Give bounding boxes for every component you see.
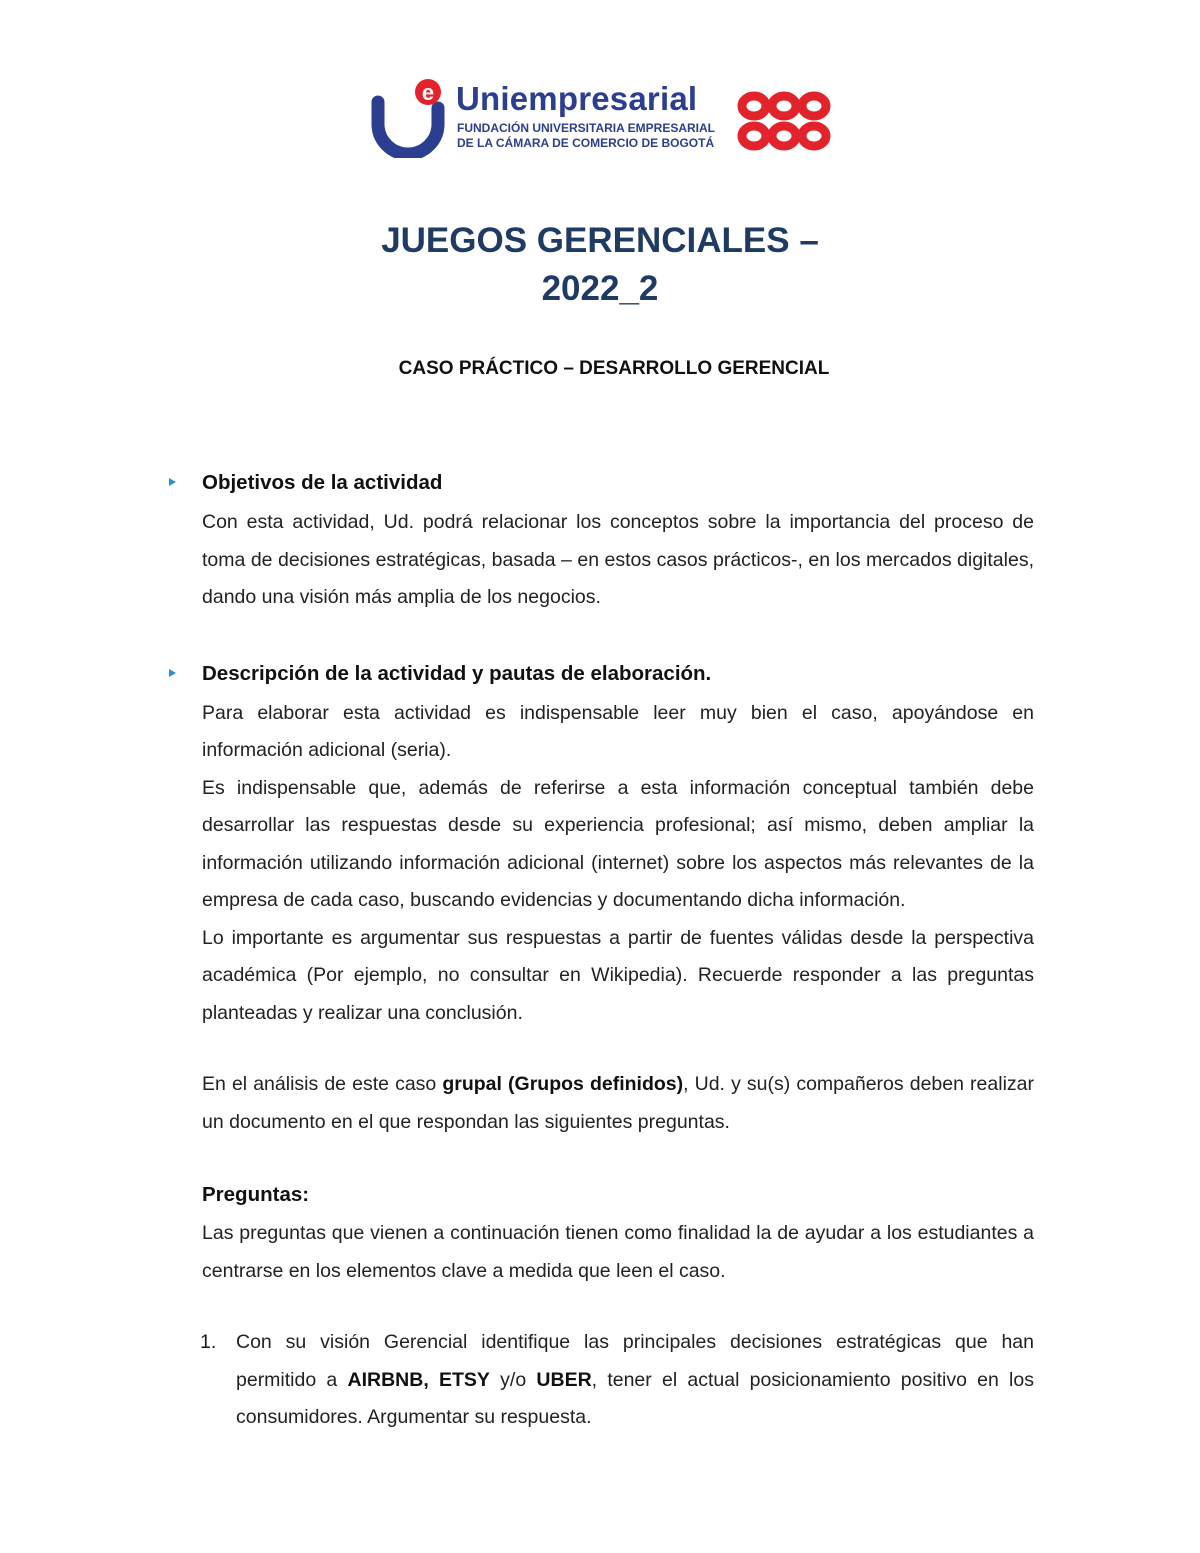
section-heading-text: Objetivos de la actividad [202, 471, 443, 494]
objectives-paragraph: Con esta actividad, Ud. podrá relacionar los conceptos sobre la importancia del proceso de toma de decisiones estratégicas, basada – en estos casos prácticos-, en los mercados digitales, dando una visión más amplia de los negocios. [202, 511, 1034, 608]
uniempresarial-logo-icon [370, 78, 450, 158]
section-heading-objectives [202, 462, 1034, 504]
document-body [202, 462, 1034, 1437]
header-logos [370, 78, 840, 158]
questions-intro: Las preguntas que vienen a continuación tienen como finalidad la de ayudar a los estudiantes a centrarse en los elementos clave a medida que leen el caso. [202, 1222, 1034, 1282]
question-number: 1. [200, 1331, 217, 1353]
logo-name: Uniempresarial [456, 80, 698, 117]
ccb-logo-icon [736, 90, 832, 152]
bullet-arrow-icon [169, 478, 176, 486]
section-heading-text: Descripción de la actividad y pautas de elaboración. [202, 661, 712, 685]
question-text: Con su visión Gerencial identifique las principales decisiones estratégicas que han permitido a AIRBNB, ETSY y/o UBER, tener el actual posicionamiento positivo en los consumidores. Argumentar su respuesta. [236, 1331, 1034, 1428]
question-item-1 [202, 1324, 1034, 1437]
group-paragraph: En el análisis de este caso grupal (Grupos definidos), Ud. y su(s) compañeros deben realizar un documento en el que respondan las siguientes preguntas. [202, 1073, 1034, 1133]
section-heading-description [202, 653, 1034, 695]
description-paragraph-1: Para elaborar esta actividad es indispensable leer muy bien el caso, apoyándose en información adicional (seria). [202, 701, 1034, 761]
logo-subtitle-line-2: DE LA CÁMARA DE COMERCIO DE BOGOTÁ [457, 136, 715, 150]
description-paragraph-2: Es indispensable que, además de referirse a esta información conceptual también debe desarrollar las respuestas desde su experiencia profesional; así mismo, deben ampliar la información utilizando información adicional (internet) sobre los aspectos más relevantes de la empresa de cada caso, buscando evidencias y documentando dicha información. [202, 776, 1034, 911]
bullet-arrow-icon [169, 669, 176, 677]
title-line-2: 2022_2 [541, 269, 659, 308]
page-title [0, 217, 1200, 313]
description-paragraph-3: Lo importante es argumentar sus respuestas a partir de fuentes válidas desde la perspectiva académica (Por ejemplo, no consultar en Wikipedia). Recuerde responder a las preguntas planteadas y realizar una conclusión. [202, 926, 1034, 1024]
logo-subtitle-line-1: FUNDACIÓN UNIVERSITARIA EMPRESARIAL [457, 121, 716, 135]
page-subtitle: CASO PRÁCTICO – DESARROLLO GERENCIAL [398, 358, 830, 379]
title-line-1: JUEGOS GERENCIALES – [381, 221, 819, 260]
svg-text:e: e [421, 80, 435, 105]
questions-heading: Preguntas: [202, 1183, 310, 1206]
